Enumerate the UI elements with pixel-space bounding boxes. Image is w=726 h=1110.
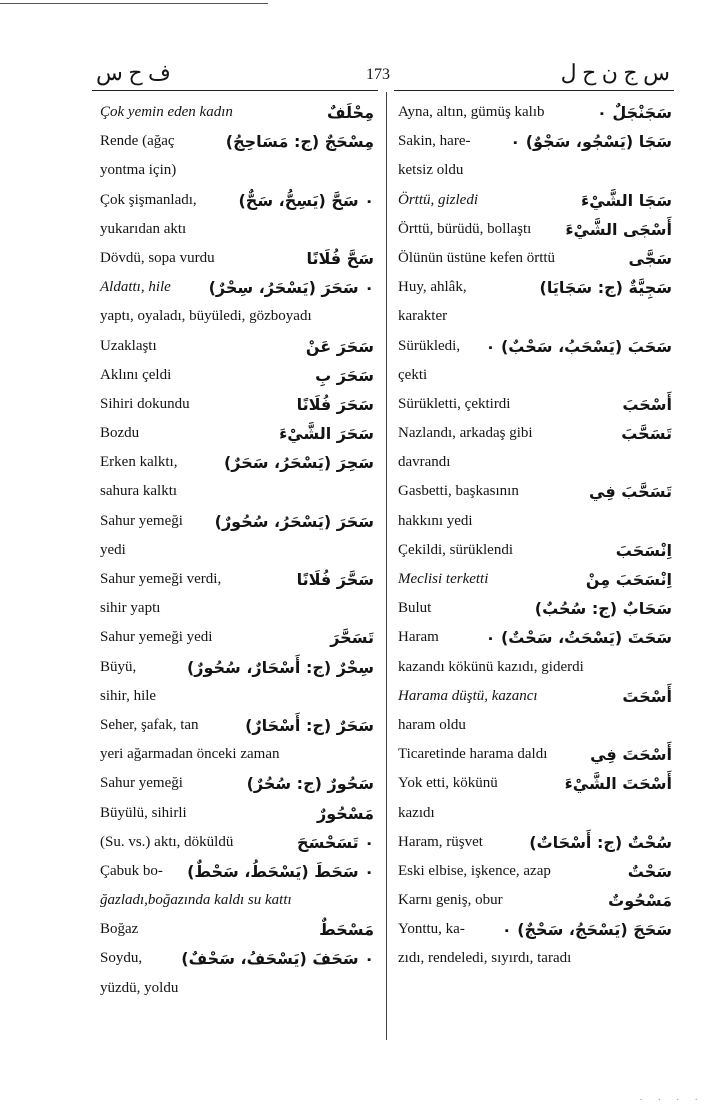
dictionary-line <box>100 361 374 390</box>
arabic-headword: سَجَا الشَّيْءَ <box>581 190 672 210</box>
dictionary-line <box>398 828 672 857</box>
arabic-headword: سَحَرٌ (ج: أَسْحَارٌ) <box>245 715 374 735</box>
turkish-text: Dövdü, sopa vurdu <box>100 249 215 266</box>
dictionary-line <box>398 127 672 156</box>
turkish-text: (Su. vs.) aktı, döküldü <box>100 833 234 850</box>
dictionary-line <box>100 565 374 594</box>
arabic-headword: سَحَتَ (يَسْحَتُ، سَحْتٌ) ٠ <box>485 628 672 648</box>
dictionary-line <box>100 215 374 244</box>
turkish-text: Sahur yemeği verdi, <box>100 571 222 587</box>
dictionary-line <box>398 390 672 419</box>
arabic-headword: سَحَرَ بِ <box>315 365 374 385</box>
arabic-headword: أَسْحَبَ <box>622 394 672 414</box>
turkish-text: Aklını çeldi <box>100 366 172 383</box>
turkish-text: Sürükletti, çektirdi <box>398 395 511 412</box>
turkish-text: Ticaretinde harama daldı <box>398 746 548 763</box>
turkish-text: Huy, ahlâk, <box>398 279 467 296</box>
arabic-headword: سُحْتٌ (ج: أَسْحَاتٌ) <box>529 832 672 852</box>
dictionary-line <box>100 390 374 419</box>
turkish-text: zıdı, rendeledi, sıyırdı, taradı <box>398 950 572 967</box>
turkish-text: Bozdu <box>100 425 140 442</box>
turkish-text: Harama düştü, kazancı <box>398 687 538 704</box>
turkish-text: Yok etti, kökünü <box>398 775 498 792</box>
dictionary-line <box>100 186 374 215</box>
turkish-text: Sahur yemeği <box>100 775 183 792</box>
dictionary-line <box>398 944 672 973</box>
turkish-text: yüzdü, yoldu <box>100 979 179 996</box>
turkish-text: Eski elbise, işkence, azap <box>398 862 551 879</box>
header-rule-right <box>394 90 674 91</box>
arabic-headword: تَسَحَّرَ <box>330 628 374 648</box>
dictionary-line <box>398 682 672 711</box>
arabic-headword: مِسْحَجٌ (ج: مَسَاحِجُ) <box>225 132 374 152</box>
dictionary-line <box>100 915 374 944</box>
dictionary-line <box>100 419 374 448</box>
turkish-text: Meclisi terketti <box>398 571 489 587</box>
turkish-text: Soydu, <box>100 950 143 967</box>
turkish-text: hakkını yedi <box>398 512 473 529</box>
turkish-text: davrandı <box>398 454 451 471</box>
dictionary-line <box>398 536 672 565</box>
turkish-text: ketsiz oldu <box>398 162 464 179</box>
top-scan-rule <box>0 3 268 4</box>
dictionary-line <box>100 828 374 857</box>
turkish-text: Nazlandı, arkadaş gibi <box>398 425 533 442</box>
turkish-text: Büyü, <box>100 658 137 675</box>
dictionary-line <box>398 594 672 623</box>
arabic-headword: سَحَجَ (يَسْحَجُ، سَحْجٌ) ٠ <box>501 920 672 940</box>
dictionary-line <box>398 98 672 127</box>
header-rule-left <box>92 90 378 91</box>
arabic-headword: مَسْحُوتٌ <box>608 891 672 911</box>
arabic-headword: ٠ سَحَطَ (يَسْحَطُ، سَحْطٌ) <box>187 861 374 881</box>
dictionary-line <box>100 477 374 506</box>
arabic-headword: سَحَبَ (يَسْحَبُ، سَحْبٌ) ٠ <box>485 336 672 356</box>
arabic-headword: تَسَحَّبَ فِي <box>589 482 672 502</box>
arabic-headword: سَحَّرَ فُلَانًا <box>296 570 374 589</box>
dictionary-line <box>398 332 672 361</box>
page-header <box>0 48 726 88</box>
turkish-text: Sahur yemeği yedi <box>100 629 213 646</box>
turkish-text: yukarıdan aktı <box>100 220 187 237</box>
arabic-headword: أَسْحَتَ فِي <box>590 745 672 765</box>
arabic-headword: اِنْسَحَبَ مِنْ <box>585 570 672 589</box>
dictionary-line <box>100 974 374 1003</box>
dictionary-line <box>398 302 672 331</box>
turkish-text: yontma için) <box>100 162 177 179</box>
header-left-letters: ف ح س <box>96 60 171 85</box>
arabic-headword: ٠ سَحَفَ (يَسْحَفُ، سَحْفٌ) <box>181 949 374 969</box>
dictionary-line <box>398 273 672 302</box>
arabic-headword: أَسْحَتَ <box>622 686 672 706</box>
dictionary-line <box>100 653 374 682</box>
dictionary-line <box>398 799 672 828</box>
arabic-headword: سَحِرَ (يَسْحَرُ، سَحَرٌ) <box>223 453 374 473</box>
left-column <box>100 98 374 1003</box>
turkish-text: Haram <box>398 629 439 646</box>
turkish-text: Çok şişmanladı, <box>100 191 197 208</box>
dictionary-line <box>398 769 672 798</box>
turkish-text: haram oldu <box>398 716 466 733</box>
turkish-text: sihir, hile <box>100 687 157 704</box>
turkish-text: sihir yaptı <box>100 600 161 617</box>
dictionary-line <box>398 477 672 506</box>
arabic-headword: مِحْلَفٌ <box>326 103 374 122</box>
column-divider <box>386 92 387 1040</box>
turkish-text: Örttü, bürüdü, bollaştı <box>398 220 532 237</box>
dictionary-line <box>100 98 374 127</box>
dictionary-line <box>100 711 374 740</box>
turkish-text: Haram, rüşvet <box>398 833 483 850</box>
turkish-text: yaptı, oyaladı, büyüledi, gözboyadı <box>100 308 312 325</box>
arabic-headword: سَحَرَ فُلَانًا <box>296 394 374 414</box>
turkish-text: Yonttu, ka- <box>398 921 465 938</box>
turkish-text: yeri ağarmadan önceki zaman <box>100 746 280 763</box>
arabic-headword: سَحْتٌ <box>627 861 672 881</box>
dictionary-line <box>398 857 672 886</box>
dictionary-line <box>398 244 672 273</box>
dictionary-line <box>100 594 374 623</box>
dictionary-line <box>398 361 672 390</box>
turkish-text: Örttü, gizledi <box>398 191 479 208</box>
dictionary-line <box>398 915 672 944</box>
dictionary-line <box>398 711 672 740</box>
arabic-headword: أَسْحَتَ الشَّيْءَ <box>564 774 672 794</box>
turkish-text: Sakin, hare- <box>398 133 471 150</box>
turkish-text: kazıdı <box>398 804 435 821</box>
arabic-headword: ٠ تَسَحْسَحَ <box>297 832 374 852</box>
dictionary-line <box>398 448 672 477</box>
turkish-text: Rende (ağaç <box>100 133 175 150</box>
dictionary-line <box>100 273 374 302</box>
dictionary-line <box>100 857 374 886</box>
dictionary-line <box>398 565 672 594</box>
turkish-text: kazandı kökünü kazıdı, giderdi <box>398 658 584 675</box>
turkish-text: Ayna, altın, gümüş kalıb <box>398 104 545 120</box>
arabic-headword: سَحَابٌ (ج: سُحُبٌ) <box>534 599 672 619</box>
turkish-text: çekti <box>398 366 428 383</box>
arabic-headword: سِحْرٌ (ج: أَسْحَارٌ، سُحُورٌ) <box>186 657 374 677</box>
arabic-headword: سَحَّ فُلَانًا <box>306 248 374 268</box>
turkish-text: Çabuk bo- <box>100 862 163 879</box>
dictionary-line <box>398 156 672 185</box>
turkish-text: Gasbetti, başkasının <box>398 483 519 500</box>
turkish-text: Karnı geniş, obur <box>398 892 503 909</box>
arabic-headword: ٠ سَحَرَ (يَسْحَرُ، سِحْرٌ) <box>208 278 374 298</box>
arabic-headword: سَجَا (يَسْجُو، سَجْوٌ) ٠ <box>510 132 672 152</box>
dictionary-line <box>100 448 374 477</box>
dictionary-line <box>100 944 374 973</box>
dictionary-line <box>398 419 672 448</box>
turkish-text: Aldattı, hile <box>100 279 171 296</box>
arabic-headword: سَحُورٌ (ج: سُحُرٌ) <box>246 774 374 794</box>
page-number: 173 <box>366 66 390 83</box>
dictionary-line <box>100 127 374 156</box>
dictionary-line <box>398 215 672 244</box>
arabic-headword: تَسَحَّبَ <box>621 424 672 444</box>
arabic-headword: سَحَرَ عَنْ <box>305 336 374 356</box>
arabic-headword: مَسْحُورٌ <box>317 803 374 823</box>
turkish-text: Uzaklaştı <box>100 337 157 354</box>
dictionary-line <box>100 302 374 331</box>
arabic-headword: اِنْسَحَبَ <box>615 540 672 560</box>
dictionary-line <box>100 886 374 915</box>
turkish-text: Boğaz <box>100 921 139 938</box>
turkish-text: ğazladı,boğazında kaldı su kattı <box>100 892 292 909</box>
turkish-text: Bulut <box>398 600 432 617</box>
dictionary-line <box>398 740 672 769</box>
dictionary-line <box>100 740 374 769</box>
turkish-text: Çok yemin eden kadın <box>100 104 233 120</box>
arabic-headword: سَحَرَ الشَّيْءَ <box>279 424 374 444</box>
arabic-headword: سَجِيَّةٌ (ج: سَجَايَا) <box>539 278 672 298</box>
scan-marks: · · · · <box>639 1094 704 1106</box>
dictionary-line <box>100 682 374 711</box>
arabic-headword: ٠ سَحَّ (يَسِحُّ، سَحٌّ) <box>238 190 374 210</box>
turkish-text: Çekildi, sürüklendi <box>398 541 513 558</box>
turkish-text: Sihiri dokundu <box>100 395 190 412</box>
turkish-text: Seher, şafak, tan <box>100 716 199 733</box>
dictionary-line <box>100 507 374 536</box>
arabic-headword: سَجَّى <box>628 248 672 268</box>
turkish-text: Erken kalktı, <box>100 454 178 471</box>
dictionary-line <box>100 769 374 798</box>
dictionary-line <box>100 156 374 185</box>
dictionary-line <box>398 886 672 915</box>
dictionary-line <box>398 186 672 215</box>
dictionary-line <box>100 623 374 652</box>
turkish-text: Büyülü, sihirli <box>100 804 187 821</box>
arabic-headword: مَسْحَطٌ <box>319 920 374 940</box>
dictionary-line <box>100 332 374 361</box>
turkish-text: Sahur yemeği <box>100 512 183 529</box>
turkish-text: sahura kalktı <box>100 483 178 500</box>
arabic-headword: سَحَرَ (يَسْحَرُ، سُحُورٌ) <box>214 511 374 531</box>
right-column <box>398 98 672 974</box>
dictionary-line <box>398 653 672 682</box>
dictionary-line <box>398 623 672 652</box>
dictionary-line <box>100 799 374 828</box>
arabic-headword: سَجَنْجَلٌ ٠ <box>597 103 672 122</box>
turkish-text: karakter <box>398 308 448 325</box>
dictionary-line <box>100 244 374 273</box>
dictionary-line <box>398 507 672 536</box>
turkish-text: Sürükledi, <box>398 337 461 354</box>
turkish-text: yedi <box>100 541 126 558</box>
header-right-letters: س ج ن ح ل <box>560 60 670 85</box>
turkish-text: Ölünün üstüne kefen örttü <box>398 249 556 266</box>
arabic-headword: أَسْجَى الشَّيْءَ <box>565 219 672 239</box>
dictionary-line <box>100 536 374 565</box>
